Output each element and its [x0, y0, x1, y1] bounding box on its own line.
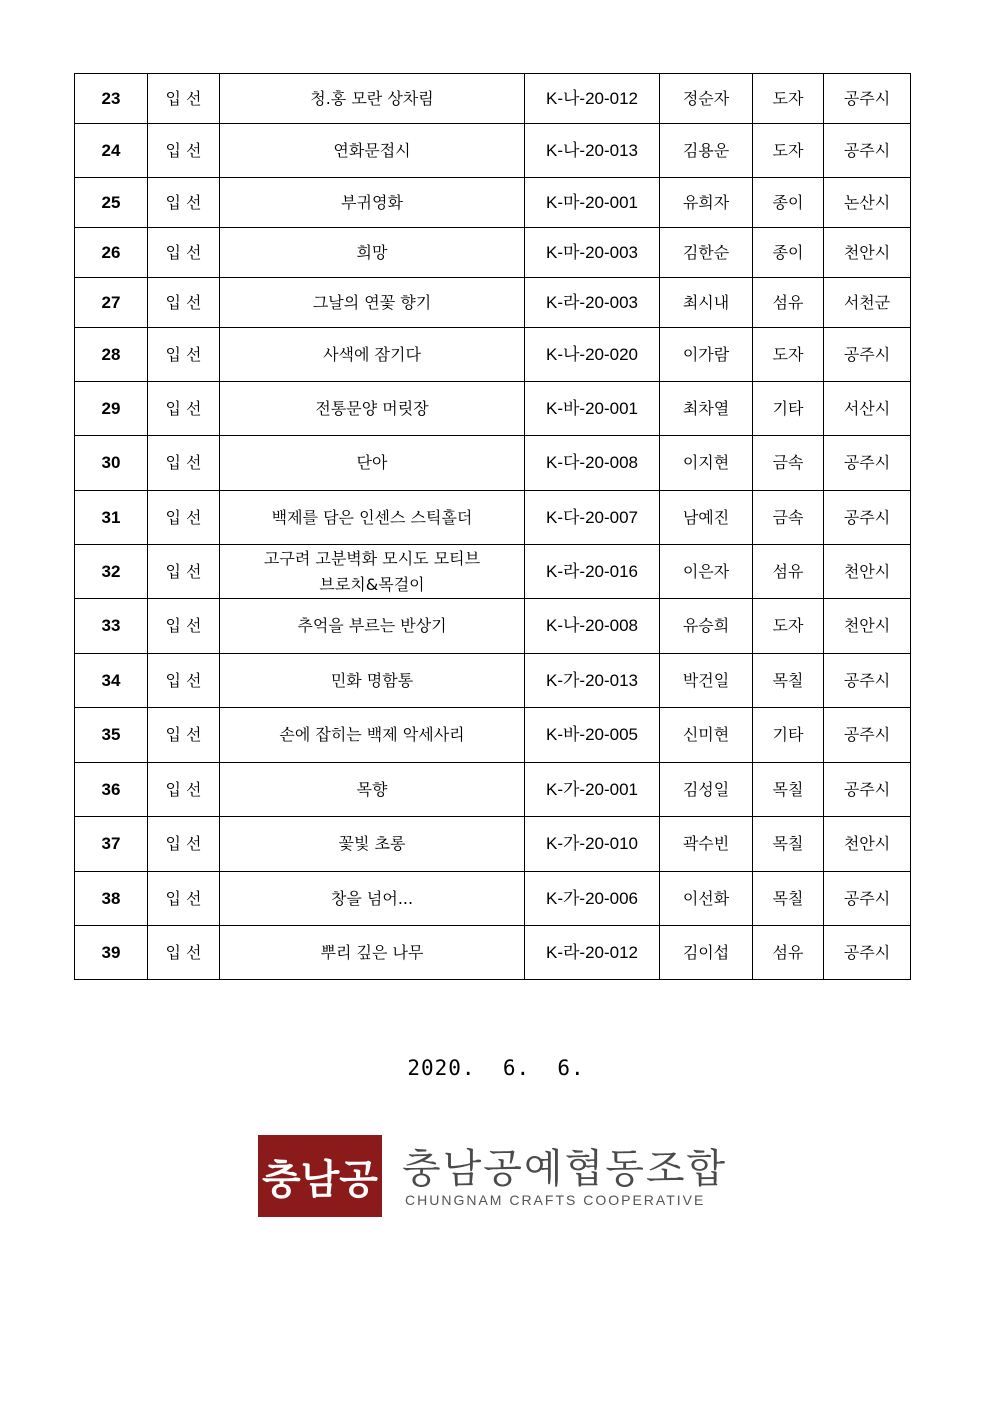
cell-title: 뿌리 깊은 나무	[220, 926, 525, 980]
table-row	[75, 328, 911, 382]
cell-artist-name: 최차열	[660, 382, 753, 436]
table-row	[75, 926, 911, 980]
table-row	[75, 599, 911, 654]
cell-city: 공주시	[824, 872, 911, 926]
cell-code: K-가-20-010	[525, 817, 660, 872]
cell-award: 입 선	[148, 74, 220, 124]
cell-category: 도자	[753, 599, 824, 654]
cell-category: 종이	[753, 178, 824, 228]
cell-number: 26	[75, 228, 148, 278]
cell-city: 공주시	[824, 654, 911, 708]
cell-artist-name: 김이섭	[660, 926, 753, 980]
cell-code: K-라-20-012	[525, 926, 660, 980]
cell-city: 서천군	[824, 278, 911, 328]
cell-title: 꽃빛 초롱	[220, 817, 525, 872]
table-row	[75, 382, 911, 436]
cell-code: K-라-20-016	[525, 545, 660, 599]
cell-code: K-나-20-013	[525, 124, 660, 178]
cell-category: 목칠	[753, 763, 824, 817]
cell-number: 24	[75, 124, 148, 178]
cell-artist-name: 유승희	[660, 599, 753, 654]
cell-title: 연화문접시	[220, 124, 525, 178]
cell-number: 28	[75, 328, 148, 382]
cell-city: 천안시	[824, 545, 911, 599]
cell-award: 입 선	[148, 654, 220, 708]
cell-number: 25	[75, 178, 148, 228]
cell-number: 31	[75, 491, 148, 545]
cell-award: 입 선	[148, 278, 220, 328]
cell-code: K-라-20-003	[525, 278, 660, 328]
cell-number: 32	[75, 545, 148, 599]
cell-award: 입 선	[148, 178, 220, 228]
cell-category: 섬유	[753, 545, 824, 599]
cell-code: K-다-20-008	[525, 436, 660, 491]
cell-award: 입 선	[148, 817, 220, 872]
cell-code: K-바-20-001	[525, 382, 660, 436]
table-row	[75, 872, 911, 926]
cell-code: K-마-20-001	[525, 178, 660, 228]
cell-code: K-가-20-006	[525, 872, 660, 926]
cell-title-line: 브로치&목걸이	[319, 574, 425, 594]
cell-category: 도자	[753, 328, 824, 382]
cell-award: 입 선	[148, 228, 220, 278]
cell-title: 희망	[220, 228, 525, 278]
cell-title: 목향	[220, 763, 525, 817]
cell-code: K-나-20-008	[525, 599, 660, 654]
cell-award: 입 선	[148, 545, 220, 599]
cell-number: 23	[75, 74, 148, 124]
cell-city: 공주시	[824, 74, 911, 124]
cell-artist-name: 박건일	[660, 654, 753, 708]
cell-artist-name: 곽수빈	[660, 817, 753, 872]
cell-artist-name: 최시내	[660, 278, 753, 328]
cell-category: 금속	[753, 436, 824, 491]
award-results-table	[74, 73, 911, 980]
cell-award: 입 선	[148, 328, 220, 382]
cell-artist-name: 신미현	[660, 708, 753, 763]
cell-award: 입 선	[148, 124, 220, 178]
cell-award: 입 선	[148, 436, 220, 491]
table-row	[75, 74, 911, 124]
cell-city: 공주시	[824, 763, 911, 817]
cell-number: 33	[75, 599, 148, 654]
cell-title: 백제를 담은 인센스 스틱홀더	[220, 491, 525, 545]
cell-number: 34	[75, 654, 148, 708]
cell-title: 부귀영화	[220, 178, 525, 228]
cell-code: K-가-20-013	[525, 654, 660, 708]
cell-number: 27	[75, 278, 148, 328]
table-row	[75, 763, 911, 817]
cell-artist-name: 김성일	[660, 763, 753, 817]
cell-code: K-나-20-020	[525, 328, 660, 382]
cell-artist-name: 이은자	[660, 545, 753, 599]
cell-number: 39	[75, 926, 148, 980]
cell-code: K-가-20-001	[525, 763, 660, 817]
organization-name-english: CHUNGNAM CRAFTS COOPERATIVE	[405, 1192, 706, 1208]
cell-city: 천안시	[824, 817, 911, 872]
cell-award: 입 선	[148, 872, 220, 926]
cell-artist-name: 김용운	[660, 124, 753, 178]
cell-city: 서산시	[824, 382, 911, 436]
cell-title	[220, 545, 525, 599]
document-date: 2020. 6. 6.	[407, 1056, 585, 1080]
table-row	[75, 436, 911, 491]
cell-category: 섬유	[753, 278, 824, 328]
cell-artist-name: 이지현	[660, 436, 753, 491]
cell-category: 도자	[753, 74, 824, 124]
cell-city: 천안시	[824, 599, 911, 654]
cell-city: 공주시	[824, 124, 911, 178]
cell-number: 36	[75, 763, 148, 817]
cell-artist-name: 정순자	[660, 74, 753, 124]
cell-title: 민화 명함통	[220, 654, 525, 708]
cell-category: 섬유	[753, 926, 824, 980]
cell-title: 전통문양 머릿장	[220, 382, 525, 436]
cell-city: 공주시	[824, 926, 911, 980]
cell-title-line: 고구려 고분벽화 모시도 모티브	[263, 548, 481, 568]
cell-artist-name: 이선화	[660, 872, 753, 926]
cell-code: K-다-20-007	[525, 491, 660, 545]
cell-title: 청.홍 모란 상차림	[220, 74, 525, 124]
cell-city: 공주시	[824, 708, 911, 763]
cell-city: 공주시	[824, 436, 911, 491]
cell-category: 금속	[753, 491, 824, 545]
cell-code: K-나-20-012	[525, 74, 660, 124]
cell-title: 사색에 잠기다	[220, 328, 525, 382]
cell-city: 공주시	[824, 328, 911, 382]
cell-number: 35	[75, 708, 148, 763]
cell-number: 29	[75, 382, 148, 436]
cell-code: K-바-20-005	[525, 708, 660, 763]
cell-artist-name: 남예진	[660, 491, 753, 545]
cell-category: 종이	[753, 228, 824, 278]
cell-number: 37	[75, 817, 148, 872]
cell-number: 30	[75, 436, 148, 491]
cell-award: 입 선	[148, 708, 220, 763]
cell-category: 기타	[753, 382, 824, 436]
cell-award: 입 선	[148, 491, 220, 545]
cell-category: 목칠	[753, 872, 824, 926]
table-row	[75, 178, 911, 228]
cell-artist-name: 김한순	[660, 228, 753, 278]
cell-title: 창을 넘어...	[220, 872, 525, 926]
cell-title: 그날의 연꽃 향기	[220, 278, 525, 328]
table-row	[75, 654, 911, 708]
cell-category: 목칠	[753, 817, 824, 872]
chungnam-logo-mark	[258, 1135, 382, 1217]
cell-city: 공주시	[824, 491, 911, 545]
cell-award: 입 선	[148, 763, 220, 817]
cell-category: 기타	[753, 708, 824, 763]
table-row	[75, 228, 911, 278]
cell-title: 추억을 부르는 반상기	[220, 599, 525, 654]
cell-title: 손에 잡히는 백제 악세사리	[220, 708, 525, 763]
table-row	[75, 708, 911, 763]
cell-title: 단아	[220, 436, 525, 491]
cell-award: 입 선	[148, 382, 220, 436]
cell-award: 입 선	[148, 599, 220, 654]
cell-code: K-마-20-003	[525, 228, 660, 278]
cell-artist-name: 유희자	[660, 178, 753, 228]
table-row	[75, 491, 911, 545]
cell-city: 논산시	[824, 178, 911, 228]
cell-category: 목칠	[753, 654, 824, 708]
table-row	[75, 278, 911, 328]
cell-category: 도자	[753, 124, 824, 178]
table-row	[75, 817, 911, 872]
cell-number: 38	[75, 872, 148, 926]
cell-award: 입 선	[148, 926, 220, 980]
cell-artist-name: 이가람	[660, 328, 753, 382]
cell-city: 천안시	[824, 228, 911, 278]
table-row	[75, 545, 911, 599]
organization-name: 충남공예협동조합	[402, 1146, 728, 1192]
logo-lettering: 충남공	[262, 1157, 378, 1203]
table-row	[75, 124, 911, 178]
table-body	[75, 74, 911, 980]
